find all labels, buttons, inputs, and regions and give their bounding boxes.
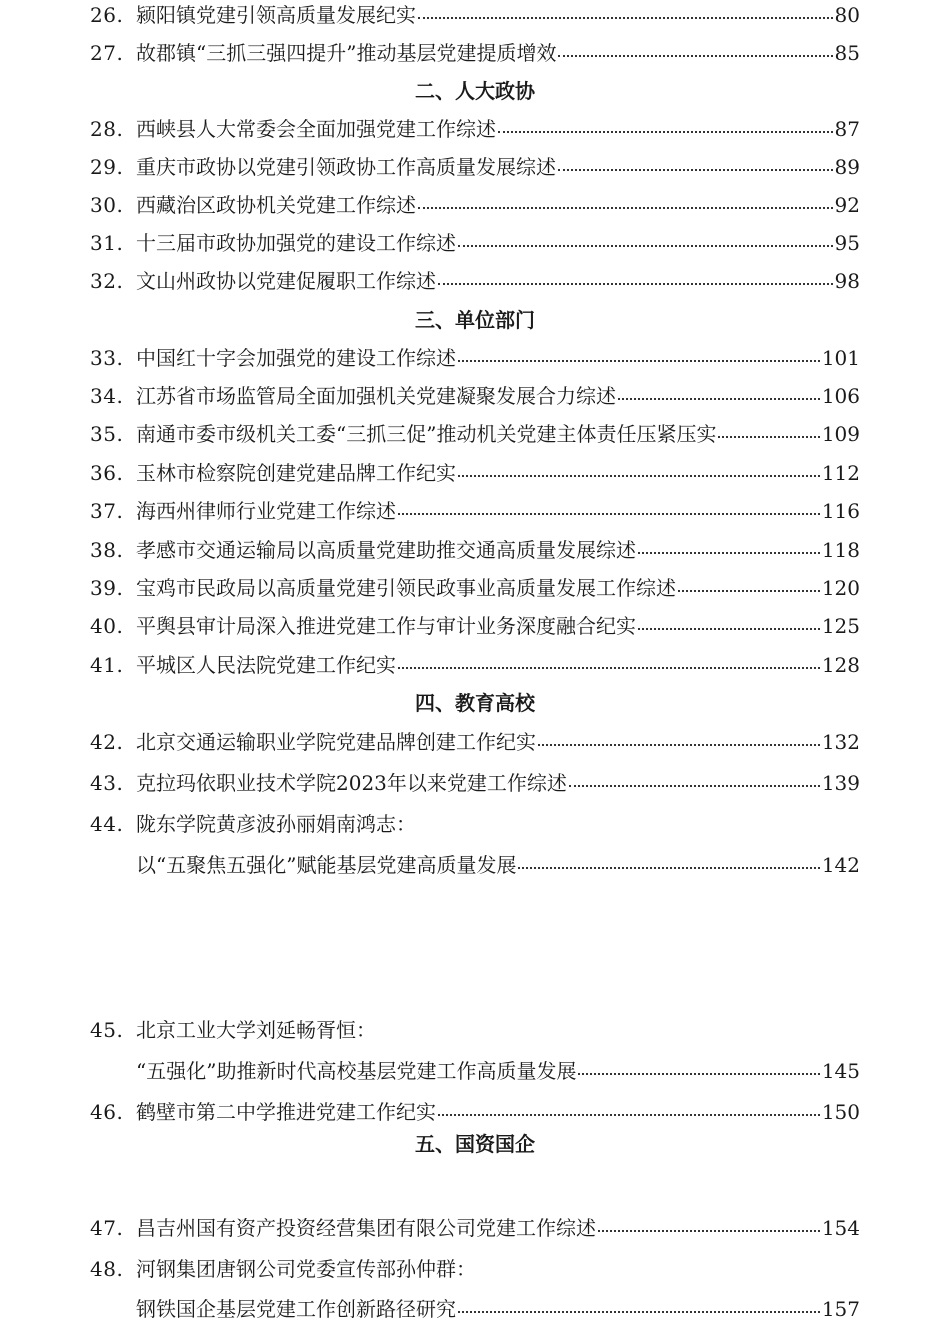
toc-entry [90,228,860,258]
entry-title: 北京交通运输职业学院党建品牌创建工作纪实 [136,730,536,754]
entry-page: 142 [821,853,860,877]
toc-entry [90,458,860,488]
entry-title: “五强化”助推新时代高校基层党建工作高质量发展 [136,1059,577,1083]
toc-entry [90,1254,860,1284]
entry-number: 47. [90,1216,124,1240]
toc-entry [90,1097,860,1127]
entry-number: 40. [90,614,124,638]
dot-leader [718,419,819,449]
entry-number: 41. [90,653,124,677]
entry-title: 颍阳镇党建引领高质量发展纪实 [136,3,416,27]
dot-leader [678,573,820,603]
entry-page: 85 [834,41,860,65]
dot-leader [458,228,833,258]
toc-entry [90,496,860,526]
entry-title: 十三届市政协加强党的建设工作综述 [136,231,456,255]
toc-entry [90,0,860,30]
dot-leader [538,727,820,757]
entry-page: 98 [834,269,860,293]
entry-number: 45. [90,1018,124,1042]
dot-leader [458,1294,820,1324]
entry-number: 26. [90,3,124,27]
entry-number: 42. [90,730,124,754]
entry-number: 29. [90,155,124,179]
toc-entry [90,419,860,449]
entry-number: 36. [90,461,124,485]
entry-title: 陇东学院黄彦波孙丽娟南鸿志： [136,812,416,836]
dot-leader [638,611,820,641]
toc-entry-continuation [136,850,860,880]
entry-title: 平城区人民法院党建工作纪实 [136,653,396,677]
toc-entry [90,650,860,680]
entry-title: 西峡县人大常委会全面加强党建工作综述 [136,117,496,141]
entry-title: 昌吉州国有资产投资经营集团有限公司党建工作综述 [136,1216,596,1240]
entry-page: 118 [821,538,860,562]
entry-title: 文山州政协以党建促履职工作综述 [136,269,436,293]
entry-page: 116 [821,499,860,523]
section-heading: 二、人大政协 [415,79,535,103]
entry-title: 西藏治区政协机关党建工作综述 [136,193,416,217]
section-heading: 五、国资国企 [415,1132,535,1156]
entry-title: 南通市委市级机关工委“三抓三促”推动机关党建主体责任压紧压实 [136,422,717,446]
dot-leader [418,190,833,220]
entry-page: 145 [821,1059,860,1083]
dot-leader [498,114,833,144]
dot-leader [438,1097,820,1127]
dot-leader [618,381,820,411]
toc-entry [90,768,860,798]
entry-number: 34. [90,384,124,408]
entry-number: 39. [90,576,124,600]
entry-number: 30. [90,193,124,217]
entry-number: 44. [90,812,124,836]
dot-leader [458,343,820,373]
dot-leader [578,1056,819,1086]
entry-title: 钢铁国企基层党建工作创新路径研究 [136,1297,456,1321]
entry-title: 克拉玛依职业技术学院2023年以来党建工作综述 [136,771,567,795]
entry-title: 海西州律师行业党建工作综述 [136,499,396,523]
entry-title: 孝感市交通运输局以高质量党建助推交通高质量发展综述 [136,538,636,562]
entry-page: 89 [834,155,860,179]
entry-page: 125 [821,614,860,638]
toc-entry [90,1213,860,1243]
entry-page: 87 [834,117,860,141]
dot-leader [438,266,833,296]
dot-leader [558,152,833,182]
entry-title: 平舆县审计局深入推进党建工作与审计业务深度融合纪实 [136,614,636,638]
toc-entry [90,190,860,220]
entry-page: 150 [821,1100,860,1124]
entry-title: 玉林市检察院创建党建品牌工作纪实 [136,461,456,485]
toc-entry [90,727,860,757]
section-heading: 三、单位部门 [415,308,535,332]
entry-title: 宝鸡市民政局以高质量党建引领民政事业高质量发展工作综述 [136,576,676,600]
entry-number: 28. [90,117,124,141]
entry-page: 154 [821,1216,860,1240]
entry-title: 北京工业大学刘延畅胥恒： [136,1018,376,1042]
entry-page: 112 [821,461,860,485]
toc-entry [90,114,860,144]
dot-leader [598,1213,820,1243]
toc-entry [90,381,860,411]
entry-page: 139 [821,771,860,795]
toc-entry [90,809,860,839]
dot-leader [418,0,833,30]
entry-page: 92 [834,193,860,217]
dot-leader [398,496,820,526]
entry-page: 80 [834,3,860,27]
entry-number: 38. [90,538,124,562]
entry-page: 157 [821,1297,860,1321]
entry-title: 鹤壁市第二中学推进党建工作纪实 [136,1100,436,1124]
entry-number: 43. [90,771,124,795]
entry-title: 江苏省市场监管局全面加强机关党建凝聚发展合力综述 [136,384,616,408]
entry-page: 128 [821,653,860,677]
toc-entry-continuation [136,1056,860,1086]
toc-entry [90,611,860,641]
toc-entry [90,573,860,603]
toc-entry [90,266,860,296]
toc-entry [90,535,860,565]
entry-page: 101 [821,346,860,370]
dot-leader [398,650,820,680]
entry-title: 中国红十字会加强党的建设工作综述 [136,346,456,370]
entry-number: 48. [90,1257,124,1281]
entry-title: 河钢集团唐钢公司党委宣传部孙仲群： [136,1257,476,1281]
entry-title: 故郡镇“三抓三强四提升”推动基层党建提质增效 [136,41,557,65]
dot-leader [518,850,819,880]
entry-page: 106 [821,384,860,408]
entry-page: 120 [821,576,860,600]
entry-number: 37. [90,499,124,523]
entry-number: 32. [90,269,124,293]
entry-page: 109 [821,422,860,446]
entry-title: 以“五聚焦五强化”赋能基层党建高质量发展 [136,853,517,877]
dot-leader [569,768,820,798]
dot-leader [638,535,820,565]
entry-page: 132 [821,730,860,754]
toc-entry [90,152,860,182]
entry-page: 95 [834,231,860,255]
entry-title: 重庆市政协以党建引领政协工作高质量发展综述 [136,155,556,179]
section-heading: 四、教育高校 [415,691,535,715]
toc-entry [90,343,860,373]
entry-number: 31. [90,231,124,255]
entry-number: 27. [90,41,124,65]
toc-entry [90,1015,860,1045]
entry-number: 46. [90,1100,124,1124]
toc-entry [90,38,860,68]
dot-leader [558,38,832,68]
entry-number: 35. [90,422,124,446]
toc-entry-continuation [136,1294,860,1324]
dot-leader [458,458,820,488]
entry-number: 33. [90,346,124,370]
